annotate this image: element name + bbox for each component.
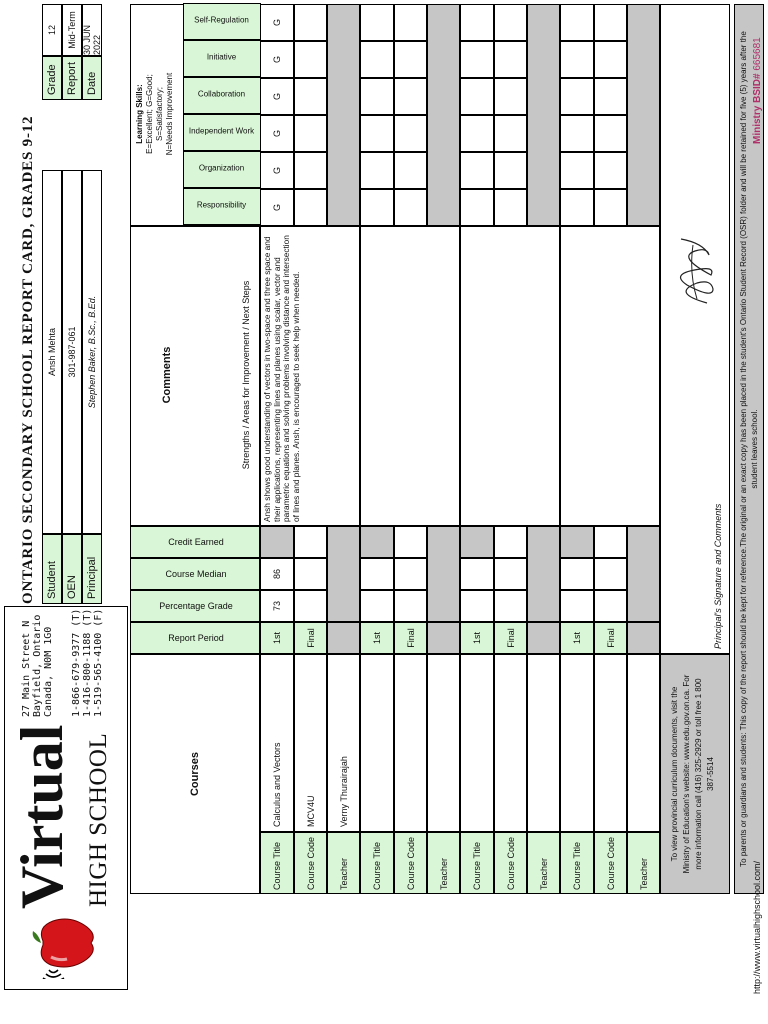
skill-value: G: [260, 78, 294, 115]
skill-header-text: Organization: [198, 164, 245, 173]
course-code: [394, 654, 427, 832]
skill-value-final: [594, 189, 627, 226]
skill-value: [560, 152, 594, 189]
course-block: [260, 4, 360, 894]
student-label: Student: [42, 534, 62, 604]
skill-value-final: [494, 4, 527, 41]
percentage-grade-header-text: Percentage Grade: [159, 601, 233, 611]
ministry-bsid: [752, 37, 763, 144]
credit-earned-final: [294, 526, 327, 558]
percentage-grade-first: [460, 590, 494, 622]
teacher-name-label: Teacher: [527, 832, 560, 894]
skill-value: [360, 189, 394, 226]
teacher-name-label: Teacher: [627, 832, 660, 894]
principal-name: Stephen Baker, B.Sc., B.Ed.: [82, 170, 102, 534]
course-median-first: [460, 558, 494, 590]
course-code-label: Course Code: [394, 832, 427, 894]
skill-value-final: [494, 189, 527, 226]
date-value: 30 JUN 2022: [82, 4, 102, 56]
teacher-name: [427, 654, 460, 832]
percentage-grade-final: [294, 590, 327, 622]
skill-value-final: [294, 4, 327, 41]
teacher-name-label: Teacher: [427, 832, 460, 894]
skill-value: [360, 41, 394, 78]
courses-table: [130, 4, 730, 894]
learning-skills-title: Learning Skills:: [135, 84, 144, 144]
credit-earned-first: [460, 526, 494, 558]
report-period-first: 1st: [260, 622, 294, 654]
report-period-final: Final: [294, 622, 327, 654]
filler-cell: [627, 4, 660, 226]
principal-signature-area: [660, 4, 730, 654]
principal-label: Principal: [82, 534, 102, 604]
oen-label: OEN: [62, 534, 82, 604]
report-title: ONTARIO SECONDARY SCHOOL REPORT CARD, GRADES 9-12: [20, 115, 36, 604]
filler-cell: [527, 526, 560, 622]
comments-header: [130, 226, 260, 526]
address-line: 27 Main Street N: [21, 620, 32, 717]
learning-skills-legend: [135, 3, 183, 225]
school-name-main: Virtual: [9, 724, 75, 909]
skill-value-final: [294, 115, 327, 152]
skill-value-final: [394, 189, 427, 226]
skill-value-final: [394, 78, 427, 115]
skill-value-final: [494, 115, 527, 152]
skill-value: G: [260, 152, 294, 189]
course-title: [560, 654, 594, 832]
skill-value-final: [594, 115, 627, 152]
school-header: [4, 606, 128, 990]
curriculum-note: To view provincial curriculum documents, visit the Ministry of Education's website: www.edu.gov.on.ca. For more information call (416) 325-2929 or toll free 1 800 387-5514: [660, 654, 730, 894]
skill-header: [183, 114, 261, 151]
course-comment: Ansh shows good understanding of vectors in two-space and three space and their applications, representing lines and planes using scalar, vector and parametric equations and solving problems involving distance and intersection of lines and planes. Ansh, is encouraged to seek help when needed.: [260, 226, 360, 526]
principal-signature-icon: [667, 233, 723, 313]
skill-value: [360, 78, 394, 115]
skill-value-final: [294, 78, 327, 115]
skill-value-final: [594, 78, 627, 115]
report-period-header: [130, 622, 260, 654]
report-period-first: 1st: [360, 622, 394, 654]
course-title: [460, 654, 494, 832]
report-period-final: Final: [494, 622, 527, 654]
ministry-label: Ministry BSID#: [752, 73, 763, 144]
credit-earned-first: [260, 526, 294, 558]
skill-value: [360, 115, 394, 152]
skill-value: G: [260, 115, 294, 152]
skill-value: [560, 78, 594, 115]
skill-value: [360, 152, 394, 189]
school-phones: [71, 609, 104, 717]
skill-value-final: [394, 41, 427, 78]
skill-value-final: [594, 41, 627, 78]
filler-cell: [527, 4, 560, 226]
skill-value: G: [260, 4, 294, 41]
credit-earned-first: [560, 526, 594, 558]
skill-value: [460, 115, 494, 152]
credit-earned-first: [360, 526, 394, 558]
address-line: Canada, N0M 1G0: [43, 626, 54, 717]
skill-header-text: Initiative: [206, 53, 237, 62]
learning-skills-header: [130, 4, 260, 226]
teacher-name: [627, 654, 660, 832]
skill-value-final: [594, 152, 627, 189]
skill-header-text: Collaboration: [197, 90, 246, 99]
percentage-grade-final: [494, 590, 527, 622]
course-code-label: Course Code: [494, 832, 527, 894]
skill-value: [460, 41, 494, 78]
courses-header: Courses: [130, 654, 260, 894]
skill-value-final: [494, 152, 527, 189]
skill-value: [560, 41, 594, 78]
teacher-name-label: Teacher: [327, 832, 360, 894]
skill-value: [460, 189, 494, 226]
filler-cell: [427, 622, 460, 654]
principal-signature-label: Principal's Signature and Comments: [713, 503, 723, 649]
course-block: [460, 4, 560, 894]
course-title: Calculus and Vectors: [260, 654, 294, 832]
report-value: Mid-Term: [62, 4, 82, 56]
percentage-grade-header: [130, 590, 260, 622]
skill-header: [183, 40, 261, 77]
course-median-first: [360, 558, 394, 590]
course-median-final: [594, 558, 627, 590]
course-title-label: Course Title: [560, 832, 594, 894]
course-block: [560, 4, 660, 894]
percentage-grade-final: [394, 590, 427, 622]
skill-value: [460, 4, 494, 41]
course-median-final: [494, 558, 527, 590]
filler-cell: [627, 526, 660, 622]
skill-value-final: [494, 78, 527, 115]
skill-header: [183, 151, 261, 188]
course-title: [360, 654, 394, 832]
skill-value-final: [394, 152, 427, 189]
legend-line: E=Excellent; G=Good;: [145, 74, 154, 154]
skill-value: [360, 4, 394, 41]
skill-value: G: [260, 41, 294, 78]
address-line: Bayfield, Ontario: [32, 614, 43, 717]
report-period-first: 1st: [560, 622, 594, 654]
skill-value-final: [294, 189, 327, 226]
skill-header: [183, 188, 261, 225]
course-comment: [460, 226, 560, 526]
course-median-first: [560, 558, 594, 590]
date-label: Date: [82, 56, 102, 100]
teacher-name: Verny Thurairajah: [327, 654, 360, 832]
skill-header: [183, 77, 261, 114]
apple-logo-icon: [31, 915, 97, 979]
strengths-caption: Strengths / Areas for Improvement / Next Steps: [241, 280, 251, 470]
skill-header: [183, 3, 261, 40]
skill-header-text: Independent Work: [188, 127, 255, 136]
legend-line: S=Satisfactory;: [155, 86, 164, 142]
filler-cell: [427, 4, 460, 226]
credit-earned-header-text: Credit Earned: [168, 537, 224, 547]
teacher-name: [527, 654, 560, 832]
report-period-header-text: Report Period: [168, 633, 224, 643]
report-period-final: Final: [394, 622, 427, 654]
course-median-header-text: Course Median: [165, 569, 227, 579]
report-period-first: 1st: [460, 622, 494, 654]
course-median-final: [394, 558, 427, 590]
student-name: Ansh Mehta: [42, 170, 62, 534]
skill-value: [560, 189, 594, 226]
course-title-label: Course Title: [260, 832, 294, 894]
skill-header-text: Self-Regulation: [194, 16, 249, 25]
course-code: MCV4U: [294, 654, 327, 832]
filler-cell: [527, 622, 560, 654]
course-title-label: Course Title: [460, 832, 494, 894]
filler-cell: [627, 622, 660, 654]
skill-value-final: [394, 115, 427, 152]
phone-line: 1-866-679-9377 (T): [71, 608, 82, 717]
skill-value-final: [394, 4, 427, 41]
filler-cell: [327, 622, 360, 654]
phone-line: 1-519-565-4100 (F): [93, 608, 104, 717]
skill-value-final: [594, 4, 627, 41]
course-comment: [560, 226, 660, 526]
comments-title: Comments: [161, 346, 173, 404]
osr-notice: To parents or guardians and students: This copy of the report should be kept for reference.The original or an exact copy has been placed in the student's Ontario Student Record (OSR) folder and will be retained for five (5) years after the student leaves school.: [734, 4, 764, 894]
credit-earned-final: [494, 526, 527, 558]
grade-value: 12: [42, 4, 62, 56]
skill-value: [460, 152, 494, 189]
report-label: Report: [62, 56, 82, 100]
ministry-id: 665681: [752, 37, 763, 71]
phone-line: 1-416-800-1188 (T): [82, 608, 93, 717]
filler-cell: [427, 526, 460, 622]
course-code-label: Course Code: [594, 832, 627, 894]
skill-value: [560, 4, 594, 41]
oen-value: 301-987-061: [62, 170, 82, 534]
skill-header-text: Responsibility: [196, 201, 247, 210]
course-median-first: 86: [260, 558, 294, 590]
percentage-grade-first: [560, 590, 594, 622]
course-code: [594, 654, 627, 832]
school-address: [21, 615, 54, 717]
filler-cell: [327, 526, 360, 622]
course-median-header: [130, 558, 260, 590]
percentage-grade-first: 73: [260, 590, 294, 622]
grade-label: Grade: [42, 56, 62, 100]
filler-cell: [327, 4, 360, 226]
course-block: [360, 4, 460, 894]
skill-value: [560, 115, 594, 152]
skill-value: G: [260, 189, 294, 226]
credit-earned-final: [394, 526, 427, 558]
skill-value-final: [494, 41, 527, 78]
percentage-grade-final: [594, 590, 627, 622]
credit-earned-final: [594, 526, 627, 558]
skill-value: [460, 78, 494, 115]
report-period-final: Final: [594, 622, 627, 654]
course-comment: [360, 226, 460, 526]
course-title-label: Course Title: [360, 832, 394, 894]
course-code-label: Course Code: [294, 832, 327, 894]
school-name-sub: HIGH SCHOOL: [85, 732, 112, 907]
school-website[interactable]: http://www.virtualhighschool.com/: [752, 860, 762, 994]
credit-earned-header: [130, 526, 260, 558]
course-code: [494, 654, 527, 832]
percentage-grade-first: [360, 590, 394, 622]
skill-value-final: [294, 152, 327, 189]
legend-line: N=Needs Improvement: [165, 72, 174, 156]
skill-value-final: [294, 41, 327, 78]
course-median-final: [294, 558, 327, 590]
